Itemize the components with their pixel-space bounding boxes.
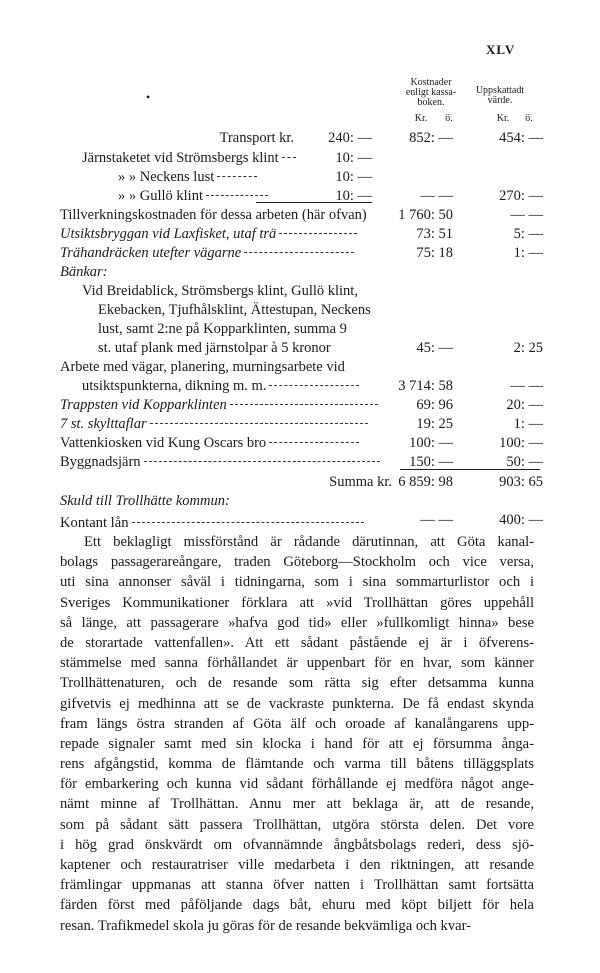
row-cash-book-value: 45: — (416, 340, 453, 356)
stray-mark: • (146, 90, 151, 104)
subtotal-rule (256, 202, 372, 203)
column-header-estimated-value (468, 86, 532, 106)
paragraph-line: de storartade vattenfallen». Att ett sådant påstående ej är i öfverens- (60, 634, 534, 651)
row-estimated-value: 20: — (506, 397, 543, 413)
unit-label-ore: ö. (445, 113, 453, 124)
unit-label-ore: ö. (525, 113, 533, 124)
row-cash-book-value: 150: — (409, 454, 453, 470)
paragraph-line: Trollhättenaturen, och de resande som rätta sig efter detsamma kunna (60, 675, 534, 692)
row-description: Järnstaketet vid Strömsbergs klint (82, 148, 312, 168)
row-estimated-value: 50: — (506, 454, 543, 470)
row-estimated-value: — — (510, 207, 543, 223)
paragraph-line: gifvetvis ej medhinna att se de vackraste punkterna. De få endast skynda (60, 695, 534, 712)
paragraph-line: nämt minne af Trollhättan. Annu mer att beklaga är, att de resande, (60, 796, 534, 813)
row-estimated-value: 1: — (513, 416, 543, 432)
ledger-row (0, 376, 600, 396)
row-description: Transport kr. (219, 130, 294, 146)
row-cash-book-value: 852: — (409, 130, 453, 146)
row-description: Byggnadsjärn (60, 452, 395, 472)
ledger-row (0, 300, 600, 320)
paragraph-line: bolags passagerareångare, traden Göteborg—Stockholm och vice versa, (60, 554, 534, 571)
ledger-row (0, 319, 600, 339)
row-description: Bänkar: (60, 264, 108, 280)
paragraph-line: så länge, att passagerare »hafva god tid» eller »fullkomligt hinna» bese (60, 614, 534, 631)
paragraph-line: rens afgångstid, komma de flämtande och varma till båtens tilläggsplats (60, 756, 534, 773)
row-cash-book-value: — — (420, 512, 453, 528)
row-cash-book-value: 75: 18 (416, 245, 453, 261)
row-cash-book-value: 6 859: 98 (398, 474, 453, 490)
ledger-row (0, 262, 600, 282)
row-estimated-value: — — (510, 378, 543, 394)
ledger-row (0, 148, 600, 168)
ledger-row-total (0, 472, 600, 492)
prose-paragraph (60, 532, 534, 936)
row-estimated-value: 270: — (499, 188, 543, 204)
unit-label-kronor: Kr. (414, 113, 428, 124)
row-description: Kontant lån (60, 513, 390, 533)
paragraph-line: stämmelse med sanna förhållandet är uppenbart för en hvar, som känner (60, 655, 534, 672)
row-description: Summa kr. (329, 474, 392, 490)
row-estimated-value: 100: — (499, 435, 543, 451)
ledger-row (0, 243, 600, 263)
row-description: Ekebacken, Tjufhålsklint, Ättestupan, Neckens (98, 302, 371, 318)
ledger-row (0, 395, 600, 415)
column-header-line: boken. (417, 97, 445, 108)
row-description: Vattenkiosken vid Kung Oscars bro (60, 433, 395, 453)
ledger-row (0, 224, 600, 244)
row-description: Trappsten vid Kopparklinten (60, 395, 395, 415)
row-description: Utsiktsbryggan vid Laxfisket, utaf trä (60, 224, 395, 244)
ledger-row (0, 414, 600, 434)
row-estimated-value: 400: — (499, 512, 543, 528)
ledger-row (0, 281, 600, 301)
row-cash-book-value: 19: 25 (416, 416, 453, 432)
paragraph-line: fram längs östra stranden af Göta älf och oroade af kanalångarens upp- (60, 715, 534, 732)
row-cash-book-value: 3 714: 58 (398, 378, 453, 394)
row-estimated-value: 454: — (499, 130, 543, 146)
row-description: utsiktspunkterna, dikning m. m. (82, 376, 392, 396)
ledger-row-loan-amounts (0, 510, 600, 530)
row-cash-book-value: 100: — (409, 435, 453, 451)
row-cash-book-value: 1 760: 50 (398, 207, 453, 223)
row-description: Skuld till Trollhätte kommun: (60, 493, 230, 509)
row-amount: 240: — (328, 130, 372, 146)
row-description: Tillverkningskostnaden för dessa arbeten (här ofvan) (60, 207, 367, 223)
paragraph-line: som på sådant sätt passera Trollhättan, utgöra största delen. Det vore (60, 816, 534, 833)
paragraph-line: för embarkering och kunna vid sådant förhållande ej medföra något ange- (60, 776, 534, 793)
row-description: » » Gullö klint (118, 186, 318, 206)
ledger-row (0, 186, 600, 206)
row-estimated-value: 903: 65 (499, 474, 543, 490)
paragraph-line: uti sina annonser såväl i tidningarna, som i sina sommarturlistor och i (60, 574, 534, 591)
column-header-line: enligt kassa- (405, 87, 457, 98)
page-number: XLV (486, 42, 516, 57)
row-cash-book-value: 69: 96 (416, 397, 453, 413)
row-description: » » Neckens lust (118, 167, 318, 187)
paragraph-line: i hög grad önskvärdt om ofvannämnde ångbåtsbolags rederi, dess sjö- (60, 836, 534, 853)
column-header-line: Uppskattadt (475, 85, 525, 96)
row-description: Vid Breidablick, Strömsbergs klint, Gullö klint, (82, 283, 358, 299)
row-description: st. utaf plank med järnstolpar à 5 kronor (98, 340, 331, 356)
ledger-row-transport (0, 128, 600, 148)
ledger-row-loan-values (0, 491, 600, 511)
paragraph-line: kaptener och restauratriser ville medarbeta i den riktningen, att resande (60, 857, 534, 873)
paragraph-line: Ett beklagligt missförstånd är rådande därutinnan, att Göta kanal- (84, 534, 534, 550)
row-description: 7 st. skylttaflar (60, 414, 395, 434)
ledger-row (0, 433, 600, 453)
ledger-row (0, 338, 600, 358)
paragraph-line: främlingar uppmanas att stanna öfver natten i Trollhättan samt fortsätta (60, 877, 534, 894)
row-amount: 10: — (335, 150, 372, 166)
total-rule (400, 469, 540, 470)
column-header-line: värde. (487, 95, 513, 106)
row-description: lust, samt 2:ne på Kopparklinten, summa 9 (98, 321, 347, 337)
row-estimated-value: 5: — (513, 226, 543, 242)
paragraph-line: färden först med påföljande dags båt, ehuru med köpt biljett för hela (60, 897, 534, 914)
column-header-line: Kostnader (410, 77, 452, 88)
row-cash-book-value: — — (420, 188, 453, 204)
paragraph-line: resan. Trafikmedel skola ju göras för de resande bekvämliga och kvar- (60, 917, 472, 934)
ledger-row (0, 167, 600, 187)
row-estimated-value: 2: 25 (513, 340, 543, 356)
row-description: Trähandräcken utefter vägarne (60, 243, 395, 263)
row-amount: 10: — (335, 169, 372, 185)
unit-label-kronor: Kr. (496, 113, 510, 124)
ledger-row (0, 205, 600, 225)
row-description: Arbete med vägar, planering, murningsarbete vid (60, 359, 345, 375)
ledger-row (0, 357, 600, 377)
row-cash-book-value: 73: 51 (416, 226, 453, 242)
paragraph-line: repade signaler samt med sin klocka i hand för att ej försumma ånga- (60, 735, 534, 752)
row-estimated-value: 1: — (513, 245, 543, 261)
paragraph-line: Sveriges Kommunikationer förklara att »vid Trollhättan göres uppehåll (60, 594, 534, 611)
row-amount: 10: — (335, 188, 372, 204)
column-header-cash-book (398, 78, 464, 108)
